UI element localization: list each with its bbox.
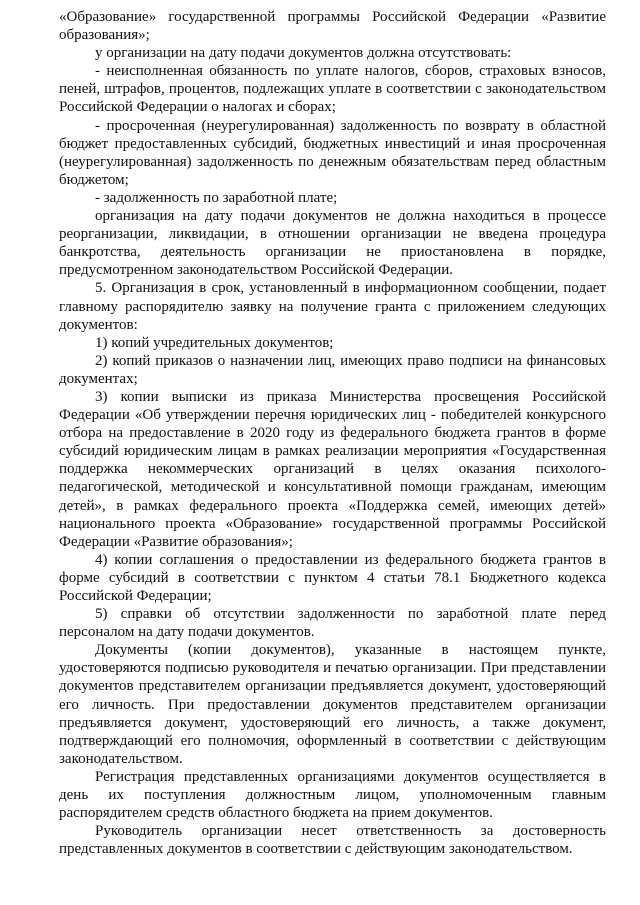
paragraph-reorganization: организация на дату подачи документов не должна находиться в процессе реорганизации, ликвидации, в отношении организации не введена процедура банкротства, деятельность организации не приостановлена в порядке, предусмотренном законодательством Российской Федерации. [59, 208, 606, 279]
paragraph-tax-obligations: - неисполненная обязанность по уплате налогов, сборов, страховых взносов, пеней, штрафов, процентов, подлежащих уплате в соответствии с законодательством Российской Федерации о налогах и сборах; [59, 63, 606, 116]
list-item-5: 5) справки об отсутствии задолженности по заработной плате перед персоналом на дату подачи документов. [59, 606, 606, 641]
paragraph-salary-debt: - задолженность по заработной плате; [95, 189, 338, 206]
list-item-4: 4) копии соглашения о предоставлении из федерального бюджета грантов в форме субсидий в соответствии с пунктом 4 статьи 78.1 Бюджетного кодекса Российской Федерации; [59, 551, 606, 604]
paragraph-education-project: «Образование» государственной программы Российской Федерации «Развитие образования»; [59, 9, 606, 44]
list-item-2: 2) копий приказов о назначении лиц, имеющих право подписи на финансовых документах; [59, 352, 606, 387]
list-item-1: 1) копий учредительных документов; [95, 334, 334, 351]
paragraph-budget-debt: - просроченная (неурегулированная) задолженность по возврату в областной бюджет предоставленных субсидий, бюджетных инвестиций и иная просроченная (неурегулированная) задолженность по денежным обязательствам перед областным бюджетом; [59, 117, 606, 188]
paragraph-responsibility: Руководитель организации несет ответственность за достоверность представленных документов в соответствии с действующим законодательством. [59, 823, 606, 858]
paragraph-section-5: 5. Организация в срок, установленный в информационном сообщении, подает главному распорядителю заявку на получение гранта с приложением следующих документов: [59, 280, 606, 333]
paragraph-registration: Регистрация представленных организациями документов осуществляется в день их поступления должностным лицом, уполномоченным главным распорядителем средств областного бюджета на прием документов. [59, 768, 606, 822]
list-item-3: 3) копии выписки из приказа Министерства просвещения Российской Федерации «Об утверждении перечня юридических лиц - победителей конкурсного отбора на предоставление в 2020 году из федерального бюджета грантов в форме субсидий юридическим лицам в рамках реализации мероприятия «Государственная поддержка некоммерческих организаций в целях оказания психолого-педагогической, методической и консультативной помощи гражданам, имеющим детей», в рамках федерального проекта «Поддержка семей, имеющих детей» национального проекта «Образование» государственной программы Российской Федерации «Развитие образования»; [59, 388, 606, 550]
paragraph-requirements-intro: у организации на дату подачи документов должна отсутствовать: [95, 45, 512, 62]
paragraph-certification: Документы (копии документов), указанные в настоящем пункте, удостоверяются подписью руководителя и печатью организации. При представлении документов представителем организации предъявляется документ, удостоверяющий его личность. При предоставлении документов представителем организации предъявляется документ, удостоверяющий его личность, а также документ, подтверждающий его полномочия, оформленный в соответствии с действующим законодательством. [59, 642, 606, 767]
